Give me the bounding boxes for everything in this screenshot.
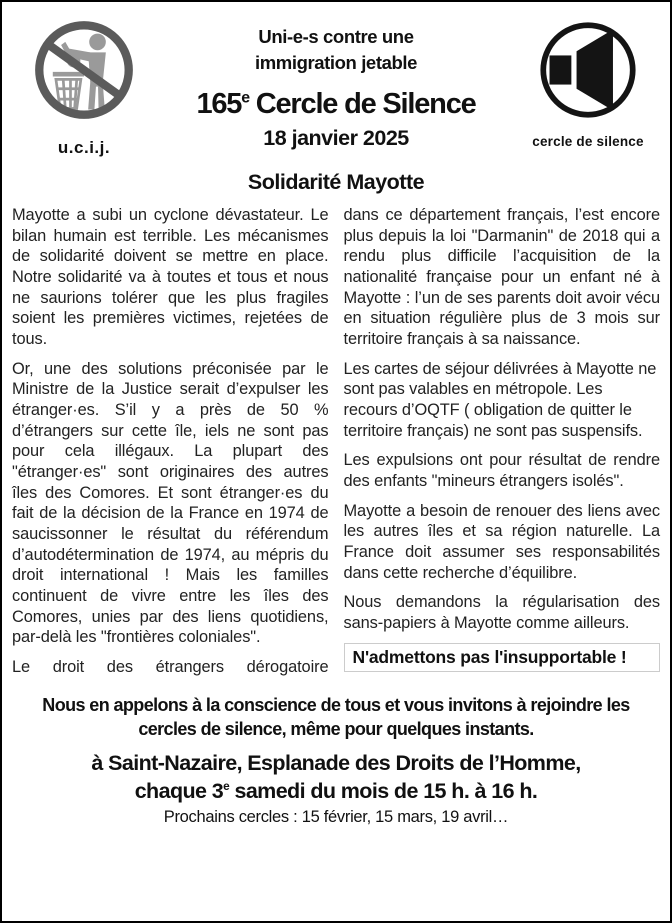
event-date: 18 janvier 2025 [263, 125, 409, 150]
ucij-logo-block [18, 18, 150, 158]
paragraph: Or, une des solutions préconisée par le Ministre de la Justice serait d’expulser les étranger·es. S’il y a près de 50 % d’étrangers sur cette île, iels ne sont pas pour cela illégaux. La plupart des "étranger·es" sont originaires des autres îles des Comores. Et sont étranger·es du fait de la décision de la France en 1974 de saucissonner le résultat du référendum d’autodétermination de 1974, au mépris du droit international ! Mais les familles continuent de vivre entre les îles des Comores, unies par des liens quotidiens, par-delà les "frontières coloniales". [12, 359, 329, 647]
paragraph: Les expulsions ont pour résultat de rendre des enfants "mineurs étrangers isolés". [343, 451, 660, 491]
appeal-text: Nous en appelons à la conscience de tous et vous invitons à rejoindre les cercles de silence, même pour quelques instants. [42, 694, 630, 740]
paragraph: dans ce département français, l’est encore plus depuis la loi "Darmanin" de 2018 qui a rendu plus difficile l’acquisition de la nationalité française pour un enfant né à Mayotte : l’un de ses parents doit avoir vécu en situation régulière plus de 3 mois sur territoire français à sa naissance. [343, 206, 660, 349]
no-throwing-people-away-icon [32, 18, 136, 122]
tagline [150, 24, 522, 76]
speaker-icon [536, 18, 640, 122]
ucij-label: u.c.i.j. [57, 138, 111, 157]
cercle-label: cercle de silence [532, 134, 644, 149]
paragraph: Mayotte a subi un cyclone dévastateur. Le bilan humain est terrible. Les mécanismes de solidarité doivent se mettre en place. Notre solidarité va à toutes et tous et nous ne saurions tolérer que les plus fragiles soient les premières victimes, rejetées de tous. [12, 206, 329, 349]
cercle-logo-block [522, 18, 654, 149]
tagline-line1: Uni-e-s contre une [258, 26, 414, 47]
footer [2, 687, 670, 827]
main-title: 165e Cercle de Silence [196, 87, 476, 120]
left-column [12, 205, 329, 687]
subject-title: Solidarité Mayotte [247, 170, 425, 194]
header [2, 2, 670, 158]
paragraph: Les cartes de séjour délivrées à Mayotte ne sont pas valables en métropole. Les recours d’OQTF ( obligation de quitter le territoire français) ne sont pas suspensifs. [343, 359, 657, 440]
body-columns [2, 205, 670, 687]
next-circles: Prochains cercles : 15 février, 15 mars, 19 avril… [163, 807, 509, 826]
event-place: à Saint-Nazaire, Esplanade des Droits de l’Homme, [91, 751, 581, 776]
paragraph: Nous demandons la régularisation des sans-papiers à Mayotte comme ailleurs. [343, 593, 660, 633]
callout-slogan: N'admettons pas l'insupportable ! [344, 643, 661, 672]
paragraph: Le droit des étrangers dérogatoire [12, 658, 329, 677]
tagline-line2: immigration jetable [254, 51, 418, 73]
event-time: chaque 3e samedi du mois de 15 h. à 16 h. [134, 779, 538, 804]
paragraph: Mayotte a besoin de renouer des liens avec les autres îles et sa région naturelle. La France doit assumer ses responsabilités dans cette recherche d’équilibre. [343, 501, 660, 582]
right-column [344, 205, 661, 687]
header-titles [150, 18, 522, 151]
